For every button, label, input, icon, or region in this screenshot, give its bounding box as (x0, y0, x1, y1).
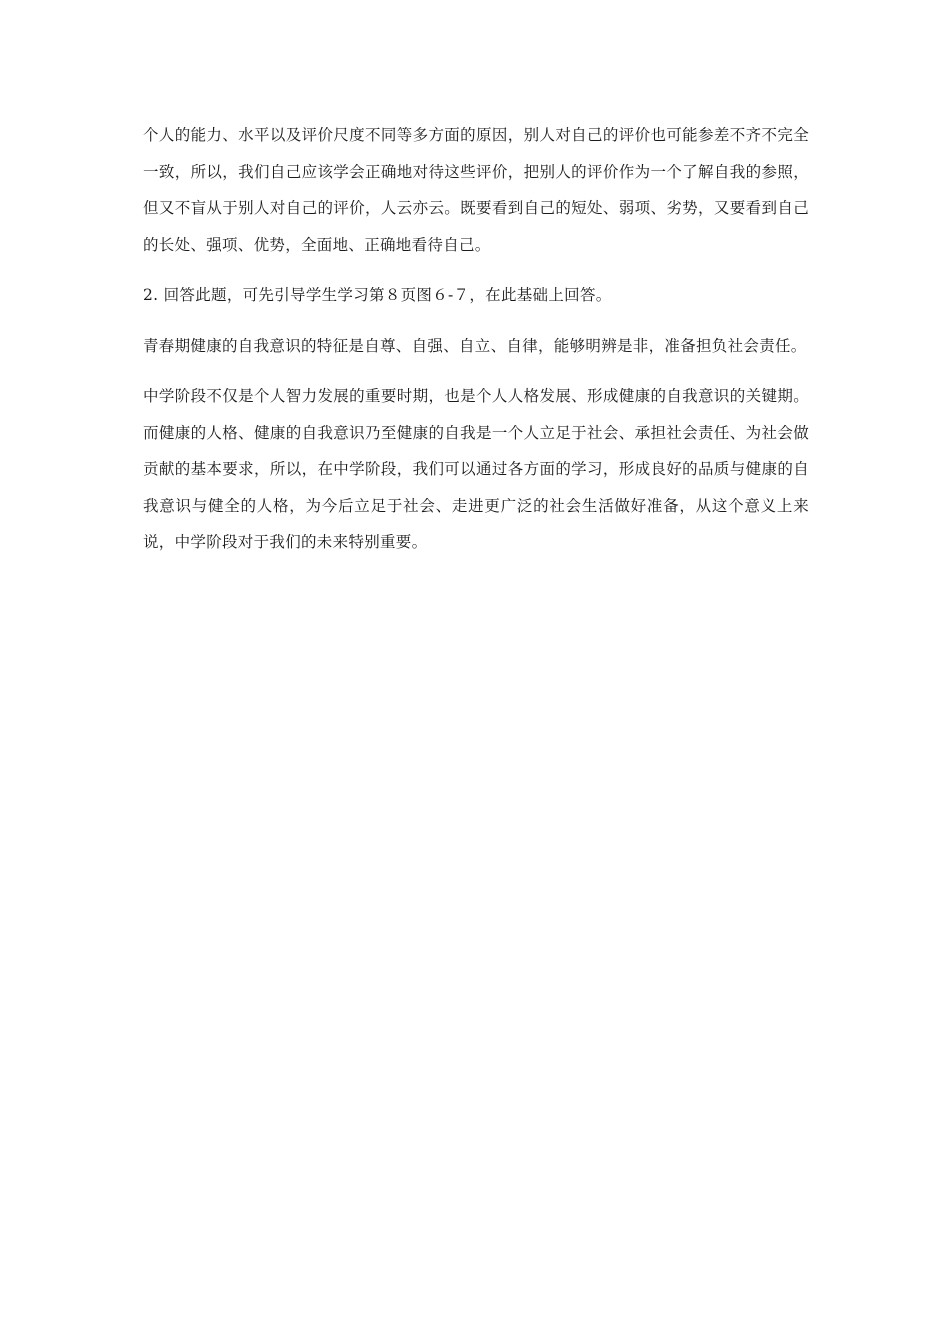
document-body (143, 117, 809, 575)
paragraph-answer-hint: 2. 回答此题，可先引导学生学习第８页图６-７，在此基础上回答。 (143, 286, 612, 304)
paragraph-adolescent-traits: 青春期健康的自我意识的特征是自尊、自强、自立、自律，能够明辨是非，准备担负社会责任。 (143, 336, 807, 355)
paragraph-middle-school-importance: 中学阶段不仅是个人智力发展的重要时期，也是个人人格发展、形成健康的自我意识的关键期。而健康的人格、健康的自我意识乃至健康的自我是一个人立足于社会、承担社会责任、为社会做贡献的基本要求，所以，在中学阶段，我们可以通过各方面的学习，形成良好的品质与健康的自我意识与健全的人格，为今后立足于社会、走进更广泛的社会生活做好准备，从这个意义上来说，中学阶段对于我们的未来特别重要。 (143, 387, 809, 551)
paragraph-self-evaluation: 个人的能力、水平以及评价尺度不同等多方面的原因，别人对自己的评价也可能参差不齐不完全一致，所以，我们自己应该学会正确地对待这些评价，把别人的评价作为一个了解自我的参照，但又不盲从于别人对自己的评价，人云亦云。既要看到自己的短处、弱项、劣势，又要看到自己的长处、强项、优势，全面地、正确地看待自己。 (143, 126, 809, 254)
